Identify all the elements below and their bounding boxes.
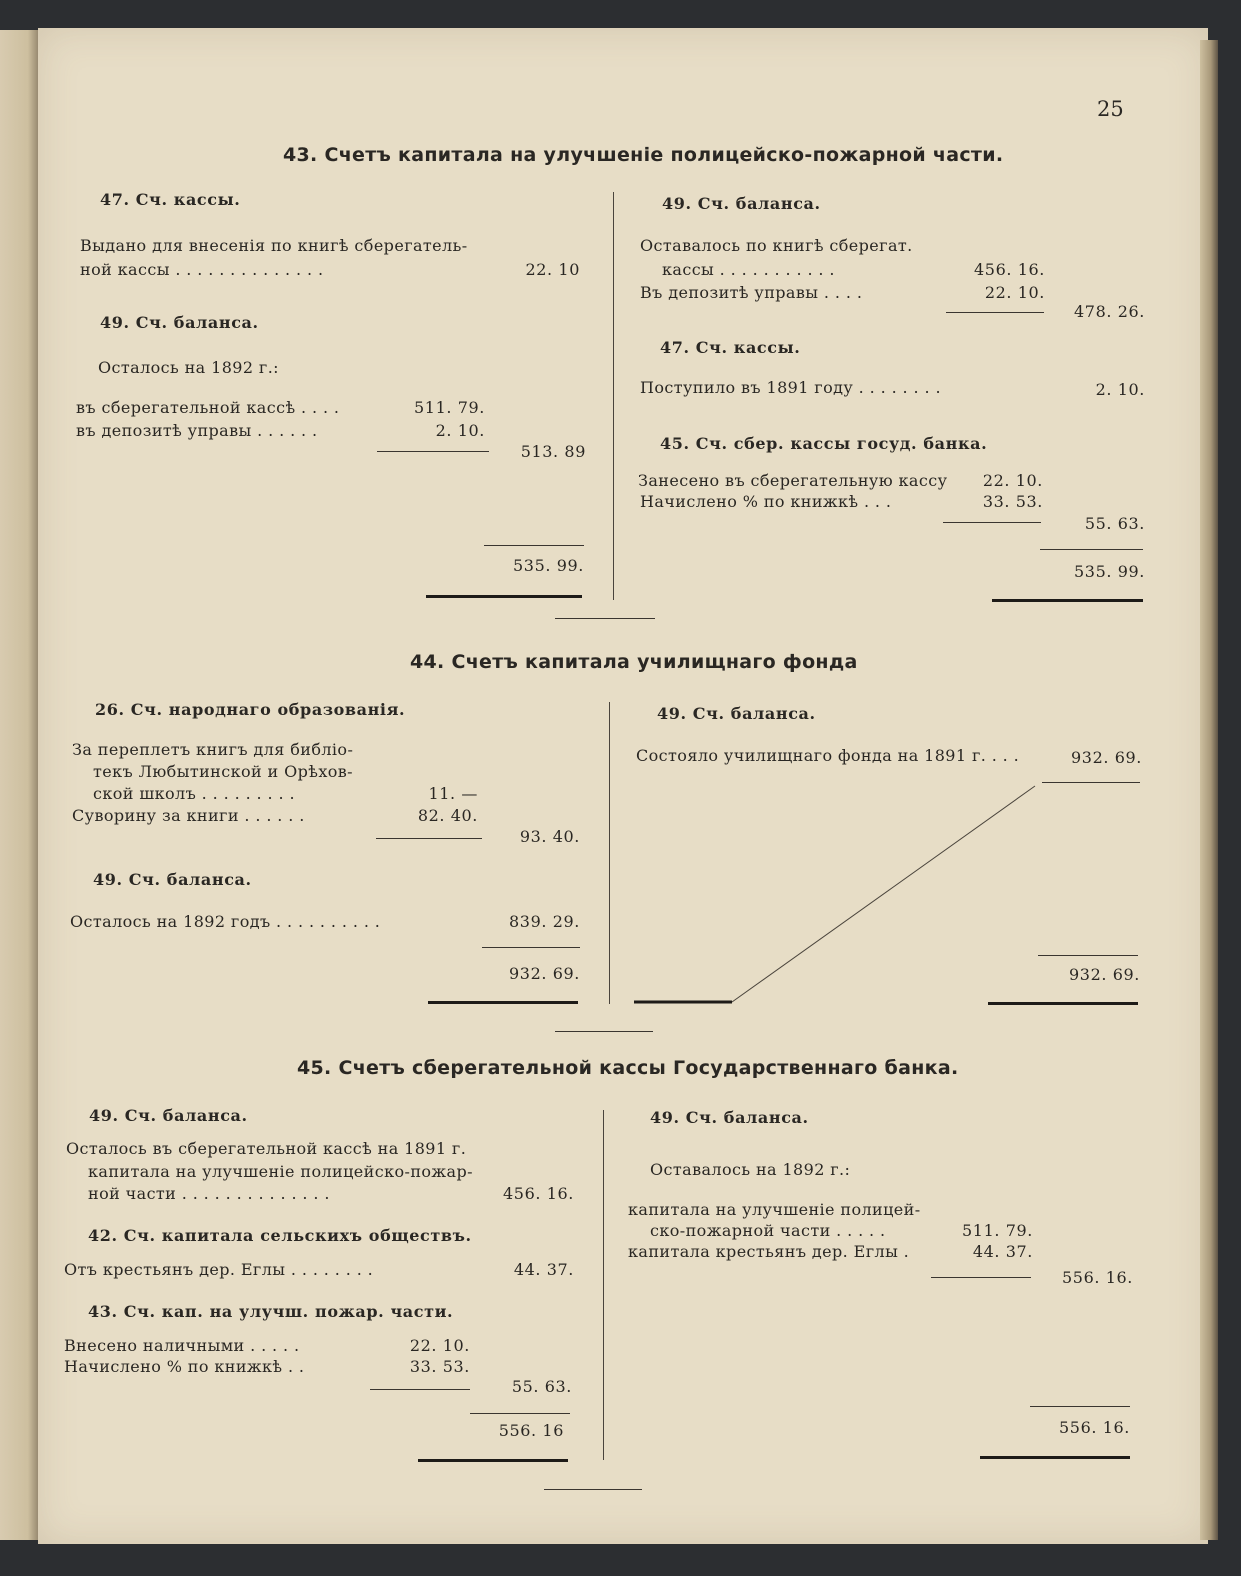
s43-left-row3: въ депозитѣ управы . . . . . . bbox=[76, 421, 318, 440]
s43-right-total-rule bbox=[1040, 549, 1143, 550]
s45-left-heading-balance: 49. Сч. баланса. bbox=[89, 1106, 248, 1125]
s45-right-total-rule bbox=[1030, 1406, 1130, 1407]
s44-right-total-rule bbox=[1038, 955, 1138, 956]
s43-left-double-rule bbox=[426, 595, 582, 598]
s43-right-subtotal-rule bbox=[946, 312, 1044, 313]
s43-left-row1-amount: 22. 10 bbox=[525, 260, 580, 279]
s43-right-heading-cash: 47. Сч. кассы. bbox=[660, 338, 801, 357]
s43-right-row1a: Оставалось по книгѣ сберегат. bbox=[640, 236, 913, 255]
section-43-title: 43. Счетъ капитала на улучшеніе полицейско-пожарной части. bbox=[283, 144, 1004, 166]
section-45-title: 45. Счетъ сберегательной кассы Государственнаго банка. bbox=[297, 1057, 959, 1079]
s43-right-row5: Начислено % по книжкѣ . . . bbox=[640, 492, 892, 511]
s45-right-row1-amount: 511. 79. bbox=[962, 1221, 1033, 1240]
s43-right-heading-savings: 45. Сч. сбер. кассы госуд. банка. bbox=[660, 434, 988, 453]
s43-right-subtotal2-rule bbox=[943, 522, 1041, 523]
s45-right-total: 556. 16. bbox=[1059, 1418, 1130, 1437]
s44-right-double-rule bbox=[988, 1002, 1138, 1005]
s45-right-row1a: капитала на улучшеніе полицей- bbox=[628, 1200, 921, 1219]
s43-left-row1a: Выдано для внесенія по книгѣ сберегатель- bbox=[80, 236, 468, 255]
s43-right-row1b: кассы . . . . . . . . . . . bbox=[662, 260, 835, 279]
s44-left-row2: Суворину за книги . . . . . . bbox=[72, 806, 305, 825]
s45-right-subtotal-rule bbox=[931, 1277, 1031, 1278]
s44-left-row1b: текъ Любытинской и Орѣхов- bbox=[93, 762, 353, 781]
s43-left-subtotal-rule bbox=[377, 451, 489, 452]
s44-right-void-diagonal bbox=[630, 780, 1040, 1010]
s44-left-heading-balance: 49. Сч. баланса. bbox=[93, 870, 252, 889]
s44-left-double-rule bbox=[428, 1001, 578, 1004]
s45-right-double-rule bbox=[980, 1456, 1130, 1459]
s45-left-row2: Отъ крестьянъ дер. Еглы . . . . . . . . bbox=[64, 1260, 374, 1279]
section-44-end-rule bbox=[555, 1031, 653, 1032]
s45-left-heading-communities: 42. Сч. капитала сельскихъ обществъ. bbox=[88, 1226, 472, 1245]
s44-left-row3-amount: 839. 29. bbox=[509, 912, 580, 931]
s45-left-row1a: Осталось въ сберегательной кассѣ на 1891 г. bbox=[66, 1139, 467, 1158]
s45-right-subtotal: 556. 16. bbox=[1062, 1268, 1133, 1287]
s45-left-row2-amount: 44. 37. bbox=[513, 1260, 574, 1279]
s45-left-row1-amount: 456. 16. bbox=[503, 1184, 574, 1203]
s45-right-row1b: ско-пожарной части . . . . . bbox=[650, 1221, 886, 1240]
page-stack-edge bbox=[1200, 40, 1218, 1540]
s43-left-heading-cash: 47. Сч. кассы. bbox=[100, 190, 241, 209]
s43-left-heading-balance: 49. Сч. баланса. bbox=[100, 313, 259, 332]
s43-right-double-rule bbox=[992, 599, 1143, 602]
section-44-title: 44. Счетъ капитала училищнаго фонда bbox=[410, 651, 858, 673]
s44-left-row3: Осталось на 1892 годъ . . . . . . . . . . bbox=[70, 912, 381, 931]
s44-right-heading-balance: 49. Сч. баланса. bbox=[657, 704, 816, 723]
s43-right-subtotal2: 55. 63. bbox=[1084, 514, 1145, 533]
s44-right-row1: Состояло училищнаго фонда на 1891 г. . . . bbox=[636, 746, 1020, 765]
s45-left-total: 556. 16 bbox=[498, 1421, 564, 1440]
s44-left-row2-amount: 82. 40. bbox=[417, 806, 478, 825]
s45-right-subheading: Оставалось на 1892 г.: bbox=[650, 1160, 851, 1179]
s45-right-row2: капитала крестьянъ дер. Еглы . bbox=[628, 1242, 910, 1261]
s43-right-row5-amount: 33. 53. bbox=[982, 492, 1043, 511]
s45-left-total-rule bbox=[470, 1413, 570, 1414]
s43-right-row2: Въ депозитѣ управы . . . . bbox=[640, 283, 863, 302]
s45-left-row1c: ной части . . . . . . . . . . . . . . bbox=[88, 1184, 330, 1203]
s45-left-row3: Внесено наличными . . . . . bbox=[64, 1336, 300, 1355]
s43-left-row1b: ной кассы . . . . . . . . . . . . . . bbox=[80, 260, 324, 279]
page-number: 25 bbox=[1097, 97, 1124, 121]
s44-left-subtotal-rule bbox=[376, 838, 482, 839]
s43-right-row2-amount: 22. 10. bbox=[984, 283, 1045, 302]
section-45-end-rule bbox=[544, 1489, 642, 1490]
s43-left-subtotal: 513. 89 bbox=[520, 442, 586, 461]
s44-left-heading-education: 26. Сч. народнаго образованія. bbox=[95, 700, 406, 719]
s45-left-row4-amount: 33. 53. bbox=[409, 1357, 470, 1376]
s44-right-row1-amount: 932. 69. bbox=[1071, 748, 1142, 767]
s44-right-row1-rule bbox=[1042, 782, 1140, 783]
s43-right-row3: Поступило въ 1891 году . . . . . . . . bbox=[640, 378, 941, 397]
s43-right-total: 535. 99. bbox=[1074, 562, 1145, 581]
s45-left-row3-amount: 22. 10. bbox=[409, 1336, 470, 1355]
s45-left-heading-fire: 43. Сч. кап. на улучш. пожар. части. bbox=[88, 1302, 454, 1321]
s43-right-heading-balance: 49. Сч. баланса. bbox=[662, 194, 821, 213]
s44-right-total: 932. 69. bbox=[1069, 965, 1140, 984]
s45-left-subtotal: 55. 63. bbox=[511, 1377, 572, 1396]
s44-left-subtotal: 93. 40. bbox=[519, 827, 580, 846]
s43-left-row2-amount: 511. 79. bbox=[414, 398, 485, 417]
section-43-end-rule bbox=[555, 618, 655, 619]
s43-left-total: 535. 99. bbox=[513, 556, 584, 575]
s43-right-row4-amount: 22. 10. bbox=[982, 471, 1043, 490]
s44-left-row1-amount: 11. — bbox=[428, 784, 478, 803]
s45-left-double-rule bbox=[418, 1459, 568, 1462]
s44-left-row1c: ской школъ . . . . . . . . . bbox=[93, 784, 295, 803]
s43-right-row3-amount: 2. 10. bbox=[1095, 380, 1145, 399]
s44-left-total: 932. 69. bbox=[509, 964, 580, 983]
s45-right-heading-balance: 49. Сч. баланса. bbox=[650, 1108, 809, 1127]
s44-left-total-rule bbox=[482, 947, 580, 948]
s43-left-row2: въ сберегательной кассѣ . . . . bbox=[76, 398, 340, 417]
s43-left-total-rule bbox=[484, 545, 584, 546]
s45-left-row1b: капитала на улучшеніе полицейско-пожар- bbox=[88, 1162, 473, 1181]
s43-left-row3-amount: 2. 10. bbox=[435, 421, 485, 440]
s45-left-row4: Начислено % по книжкѣ . . bbox=[64, 1357, 305, 1376]
s43-right-row1-amount: 456. 16. bbox=[974, 260, 1045, 279]
s43-left-subheading: Осталось на 1892 г.: bbox=[98, 358, 279, 377]
s44-left-row1a: За переплетъ книгъ для библіо- bbox=[72, 740, 354, 759]
book-binding-edge bbox=[0, 30, 40, 1540]
section-45-divider bbox=[603, 1110, 604, 1460]
s45-left-subtotal-rule bbox=[370, 1389, 470, 1390]
s43-right-row4: Занесено въ сберегательную кассу bbox=[638, 471, 948, 490]
section-44-divider bbox=[609, 702, 610, 1004]
section-43-divider bbox=[613, 192, 614, 600]
s45-right-row2-amount: 44. 37. bbox=[972, 1242, 1033, 1261]
s43-right-subtotal: 478. 26. bbox=[1074, 302, 1145, 321]
